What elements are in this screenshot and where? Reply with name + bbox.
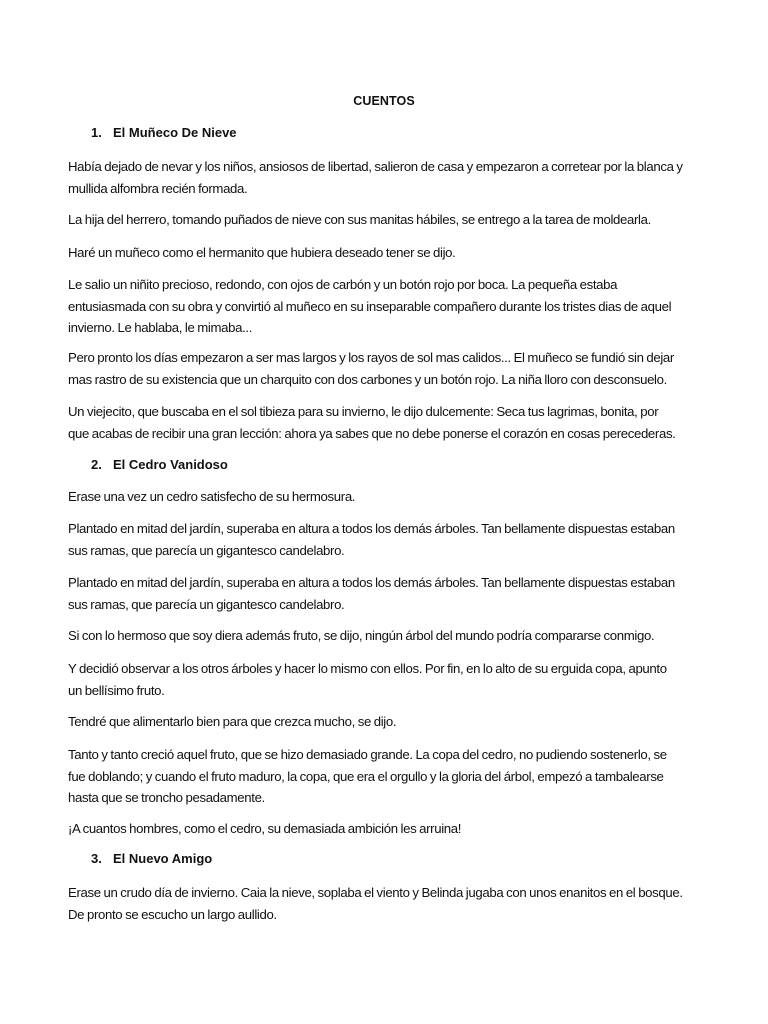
text-line: entusiasmada con su obra y convirtió al muñeco en su inseparable compañero durante los tristes dias de aquel — [68, 298, 672, 314]
text-line: Plantado en mitad del jardín, superaba en altura a todos los demás árboles. Tan bellamente dispuestas estaban — [68, 521, 675, 536]
text-line: Erase un crudo día de invierno. Caia la nieve, soplaba el viento y Belinda jugaba con unos enanitos en el bosque. — [68, 885, 683, 900]
text-line: Pero pronto los días empezaron a ser mas largos y los rayos de sol mas calidos... El muñeco se fundió sin dejar — [68, 350, 674, 365]
text-line: Erase una vez un cedro satisfecho de su hermosura. — [68, 489, 356, 504]
paragraph — [68, 658, 708, 701]
text-line: que acabas de recibir una gran lección: ahora ya sabes que no debe ponerse el corazón en cosas perecederas. — [68, 425, 676, 441]
text-line: mullida alfombra recién formada. — [68, 180, 248, 196]
paragraph — [68, 209, 708, 231]
paragraph — [68, 518, 708, 561]
story-number: 1. — [91, 125, 102, 140]
paragraph — [68, 401, 708, 444]
story-title: El Nuevo Amigo — [113, 851, 213, 866]
text-line: Haré un muñeco como el hermanito que hubiera deseado tener se dijo. — [68, 245, 456, 260]
text-line: mas rastro de su existencia que un charquito con dos carbones y un botón rojo. La niña lloro con desconsuelo. — [68, 371, 667, 387]
text-line: Había dejado de nevar y los niños, ansiosos de libertad, salieron de casa y empezaron a corretear por la blanca y — [68, 159, 683, 174]
text-line: Un viejecito, que buscaba en el sol tibieza para su invierno, le dijo dulcemente: Seca tus lagrimas, bonita, por — [68, 404, 659, 419]
paragraph — [68, 156, 708, 199]
text-line: La hija del herrero, tomando puñados de nieve con sus manitas hábiles, se entrego a la tarea de moldearla. — [68, 212, 651, 227]
text-line: Si con lo hermoso que soy diera además fruto, se dijo, ningún árbol del mundo podría compararse conmigo. — [68, 628, 655, 643]
story-heading — [91, 125, 237, 140]
story-heading — [91, 457, 228, 472]
paragraph — [68, 711, 708, 733]
text-line: Le salio un niñito precioso, redondo, con ojos de carbón y un botón rojo por boca. La pequeña estaba — [68, 277, 618, 292]
story-title: El Cedro Vanidoso — [113, 457, 228, 472]
paragraph — [68, 572, 708, 615]
document-title: CUENTOS — [353, 94, 415, 108]
story-number: 2. — [91, 457, 102, 472]
text-line: sus ramas, que parecía un gigantesco candelabro. — [68, 596, 345, 612]
paragraph — [68, 242, 708, 264]
paragraph — [68, 744, 708, 809]
text-line: fue doblando; y cuando el fruto maduro, la copa, que era el orgullo y la gloria del árbol, empezó a tambalearse — [68, 768, 664, 784]
text-line: sus ramas, que parecía un gigantesco candelabro. — [68, 542, 345, 558]
text-line: Tendré que alimentarlo bien para que crezca mucho, se dijo. — [68, 714, 397, 729]
story-heading — [91, 851, 212, 866]
text-line: ¡A cuantos hombres, como el cedro, su demasiada ambición les arruina! — [68, 821, 462, 836]
paragraph — [68, 347, 708, 390]
story-number: 3. — [91, 851, 102, 866]
text-line: un bellísimo fruto. — [68, 682, 165, 698]
story-title: El Muñeco De Nieve — [113, 125, 237, 140]
paragraph — [68, 486, 708, 508]
text-line: Y decidió observar a los otros árboles y hacer lo mismo con ellos. Por fin, en lo alto de su erguida copa, apunto — [68, 661, 667, 676]
text-line: Tanto y tanto creció aquel fruto, que se hizo demasiado grande. La copa del cedro, no pudiendo sostenerlo, se — [68, 747, 667, 762]
paragraph — [68, 625, 708, 647]
text-line: De pronto se escucho un largo aullido. — [68, 906, 277, 922]
text-line: Plantado en mitad del jardín, superaba en altura a todos los demás árboles. Tan bellamente dispuestas estaban — [68, 575, 675, 590]
text-line: hasta que se troncho pesadamente. — [68, 790, 265, 805]
paragraph — [68, 818, 708, 840]
text-line: invierno. Le hablaba, le mimaba... — [68, 320, 253, 335]
paragraph — [68, 274, 708, 339]
paragraph — [68, 882, 708, 925]
